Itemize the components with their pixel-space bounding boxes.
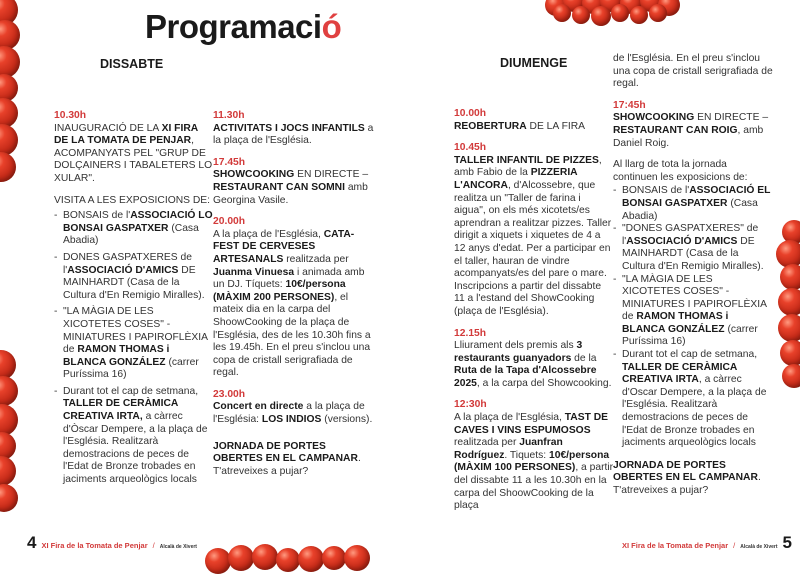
event-highlight: JORNADA DE PORTES OBERTES EN EL CAMPANAR <box>613 459 758 484</box>
list-item <box>613 223 773 273</box>
event-time: 11.30h <box>213 110 245 121</box>
event-text: A la plaça de l'Església, <box>454 412 565 424</box>
page-number: 5 <box>782 533 792 552</box>
list-item <box>54 386 214 487</box>
event-time: 23.00h <box>213 388 246 400</box>
event-time: 10.45h <box>454 142 487 154</box>
item-text: BONSAIS de l' <box>622 185 690 197</box>
event-text: . T'atreveixes a pujar? <box>213 453 361 477</box>
event-highlight: RESTAURANT CAN SOMNI <box>213 181 345 193</box>
exhibitions-intro: Al llarg de tota la jornada continuen les exposicions de: <box>613 159 748 183</box>
saturday-column-2 <box>213 110 378 487</box>
item-text: a càrrec d'Òscar Dempere, a la plaça de l'Església. Realitzarà demostracions de peces de l'Edat de Bronze trobades en jaciments arqueològics locals <box>63 411 208 486</box>
event-time: 10.00h <box>454 108 487 119</box>
page-title <box>145 8 341 46</box>
event-text: amb Georgina Vasile. <box>213 181 368 206</box>
event-text: de la <box>571 352 597 364</box>
event-text: , el mateix dia en la carpa del ShoowCooking de la plaça de l'Església, des de les 10.30h fins a les 19.45h. En el preu s'inclou una copa de cristall serigrafiada de regal. <box>213 291 371 379</box>
event-time: 17.45h <box>213 156 246 168</box>
sunday-column-2 <box>613 53 773 507</box>
list-item <box>54 252 214 302</box>
exhibitions-list <box>54 210 214 486</box>
item-text: "LA MÀGIA DE LES XICOTETES COSES" - MINIATURES I PAPIROFLÈXIA de <box>622 273 767 323</box>
footer-right <box>622 533 792 553</box>
event-highlight: SHOWCOOKING <box>613 112 695 124</box>
event-text: Lliurament dels premis als <box>454 340 577 352</box>
item-highlight: ASSOCIACIÓ D'AMICS <box>626 235 738 247</box>
item-text: BONSAIS de l' <box>63 210 131 222</box>
title-accent: ó <box>321 8 342 45</box>
event-highlight: Juanfran Rodríguez <box>454 437 563 461</box>
event-highlight: RESTAURANT CAN ROIG <box>613 124 738 136</box>
event-highlight: PIZZERIA L'ANCORA <box>454 167 578 191</box>
exhibitions-list <box>613 185 773 449</box>
list-item <box>54 306 214 382</box>
title-main: Programaci <box>145 8 322 45</box>
event-text: . Tiquets: <box>504 449 549 461</box>
item-text: "LA MÀGIA DE LES XICOTETES COSES" - MINIATURES I PAPIROFLÈXIA de <box>63 306 208 356</box>
event-activities <box>213 110 378 148</box>
event-highlight: 3 restaurants guanyadors <box>454 340 583 364</box>
item-text: DE MAINHARDT (Casa de la Cultura d'En Remigio Miralles). <box>622 235 764 272</box>
event-concert <box>213 389 378 427</box>
event-highlight: Juanma Vinuesa <box>213 266 295 278</box>
event-text: a la plaça de l'Església. <box>213 122 374 147</box>
event-text: DE LA FIRA <box>526 120 586 132</box>
item-text: (carrer Puríssima 16) <box>622 323 758 348</box>
page-number: 4 <box>27 533 37 552</box>
item-highlight: ASSOCIACIÓ LO BONSAI GASPATXER <box>63 210 213 234</box>
event-time: 20.00h <box>213 216 246 228</box>
event-text: , amb Daniel Roig. <box>613 124 764 149</box>
event-highlight: TAST DE CAVES I VINS ESPUMOSOS <box>454 412 609 436</box>
event-awards <box>454 328 614 391</box>
event-text: EN DIRECTE – <box>294 169 369 181</box>
event-highlight: REOBERTURA <box>454 120 527 132</box>
event-highlight: JORNADA DE PORTES OBERTES EN EL CAMPANAR <box>213 440 358 465</box>
list-item <box>613 185 773 223</box>
item-text: (Casa Abadia) <box>622 197 758 222</box>
event-text: , ACOMPANYATS PEL "GRUP DE DOLÇAINERS I TABALETERS LO XULAR". <box>54 135 213 184</box>
event-beer-tasting <box>213 216 378 380</box>
item-highlight: ASSOCIACIÓ D'AMICS <box>67 264 179 276</box>
item-text: Durant tot el cap de setmana, <box>63 385 199 397</box>
event-text: , a partir del dissabte 11 a les 10.30h en la carpa del ShoowCooking de la plaça <box>454 462 614 512</box>
event-text: i animada amb un DJ. Tíquets: <box>213 266 365 291</box>
list-item <box>54 210 214 248</box>
event-text: (versions). <box>321 414 373 426</box>
footer-event-name: XI Fira de la Tomata de Penjar <box>41 541 148 550</box>
event-pizza-workshop <box>454 142 614 318</box>
event-text: A la plaça de l'Església, <box>213 228 324 240</box>
event-time: 12:30h <box>454 399 487 411</box>
event-text: realitzada per <box>283 253 349 265</box>
event-text: , a la carpa del Showcooking. <box>476 377 612 389</box>
day-heading-saturday: DISSABTE <box>100 57 164 71</box>
event-highlight: LOS INDIOS <box>261 414 322 426</box>
event-highlight: ACTIVITATS I JOCS INFANTILS <box>213 122 365 134</box>
footer-location: Alcalà de Xivert <box>159 544 197 550</box>
event-highlight: CATA-FEST DE CERVESES ARTESANALS <box>213 228 355 265</box>
event-inauguration <box>54 110 214 186</box>
event-time: 10.30h <box>54 110 87 121</box>
item-text: (carrer Puríssima 16) <box>63 356 199 381</box>
sunday-column-1 <box>454 108 614 522</box>
event-text: . T'atreveixes a pujar? <box>613 472 761 496</box>
item-text: DONES GASPATXERES de l' <box>63 251 192 276</box>
event-highlight: Ruta de la Tapa d'Alcossebre 2025 <box>454 365 597 389</box>
item-highlight: TALLER DE CERÀMICA CREATIVA IRTA, <box>63 398 178 423</box>
footer-location: Alcalà de Xivert <box>740 544 778 550</box>
event-wine-tasting <box>454 399 614 512</box>
event-highlight: 10€/persona (MÀXIM 200 PERSONES) <box>213 279 346 303</box>
event-reopening <box>454 108 614 133</box>
footer-event-name: XI Fira de la Tomata de Penjar <box>622 541 729 550</box>
list-item <box>613 349 773 450</box>
event-showcooking <box>613 100 773 150</box>
item-highlight: RAMON THOMAS i BLANCA GONZÁLEZ <box>63 344 170 368</box>
item-text: (Casa Abadia) <box>63 222 199 247</box>
event-time: 17:45h <box>613 99 646 111</box>
item-text: Durant tot el cap de setmana, <box>622 349 758 361</box>
event-showcooking <box>213 157 378 207</box>
event-text: realitzada per <box>454 437 520 449</box>
visit-heading: VISITA A LES EXPOSICIONS DE: <box>54 194 211 206</box>
footer-separator: / <box>733 541 736 550</box>
day-heading-sunday: DIUMENGE <box>500 56 568 70</box>
continued-text: de l'Església. En el preu s'inclou una copa de cristall serigrafiada de regal. <box>613 53 773 90</box>
footer-separator: / <box>152 541 155 550</box>
saturday-column-1 <box>54 110 214 496</box>
event-text: INAUGURACIÓ DE LA <box>54 122 162 134</box>
event-text: a la plaça de l'Església: <box>213 401 365 426</box>
item-text: DE MAINHARDT (Casa de la Cultura d'En Remigio Miralles). <box>63 264 205 301</box>
event-highlight: Concert en directe <box>213 401 304 413</box>
event-text: , d'Alcossebre, que realitza un "Taller de farina i aigua", on els més xicotets/es aprendran a realitzar pizzes. Taller dirigit a xiquets i xiquetes de 4 a 12 anys d'edat. Per a participar en el taller, hauran de vindre acompanyats/es del pare o mare. Inscripcions a partir del dissabte 11 a l'estand del ShowCooking (plaça de l'Església). <box>454 179 612 317</box>
event-text: , amb Fabio de la <box>454 154 602 179</box>
item-highlight: ASSOCIACIÓ EL BONSAI GASPATXER <box>622 185 771 209</box>
footer-left <box>27 533 197 553</box>
item-text: , a càrrec d'Oscar Dempere, a la plaça de l'Església. Realitzarà demostracions de peces de l'Edat de Bronze trobades en jaciments arqueològics locals <box>622 374 767 449</box>
event-highlight: 10€/persona (MÀXIM 100 PERSONES) <box>454 449 610 474</box>
item-text: "DONES GASPATXERES" de l' <box>622 223 759 247</box>
event-open-bell-tower <box>613 460 773 498</box>
event-highlight: TALLER INFANTIL DE PIZZES <box>454 154 599 166</box>
event-text: EN DIRECTE – <box>694 112 769 124</box>
event-highlight: SHOWCOOKING <box>213 169 295 181</box>
event-time: 12.15h <box>454 327 487 339</box>
event-highlight: XI FIRA DE LA TOMATA DE PENJAR <box>54 122 198 147</box>
list-item <box>613 274 773 350</box>
event-open-bell-tower <box>213 441 378 479</box>
item-highlight: RAMON THOMAS i BLANCA GONZÁLEZ <box>622 311 729 335</box>
item-highlight: TALLER DE CERÀMICA CREATIVA IRTA <box>622 361 737 386</box>
